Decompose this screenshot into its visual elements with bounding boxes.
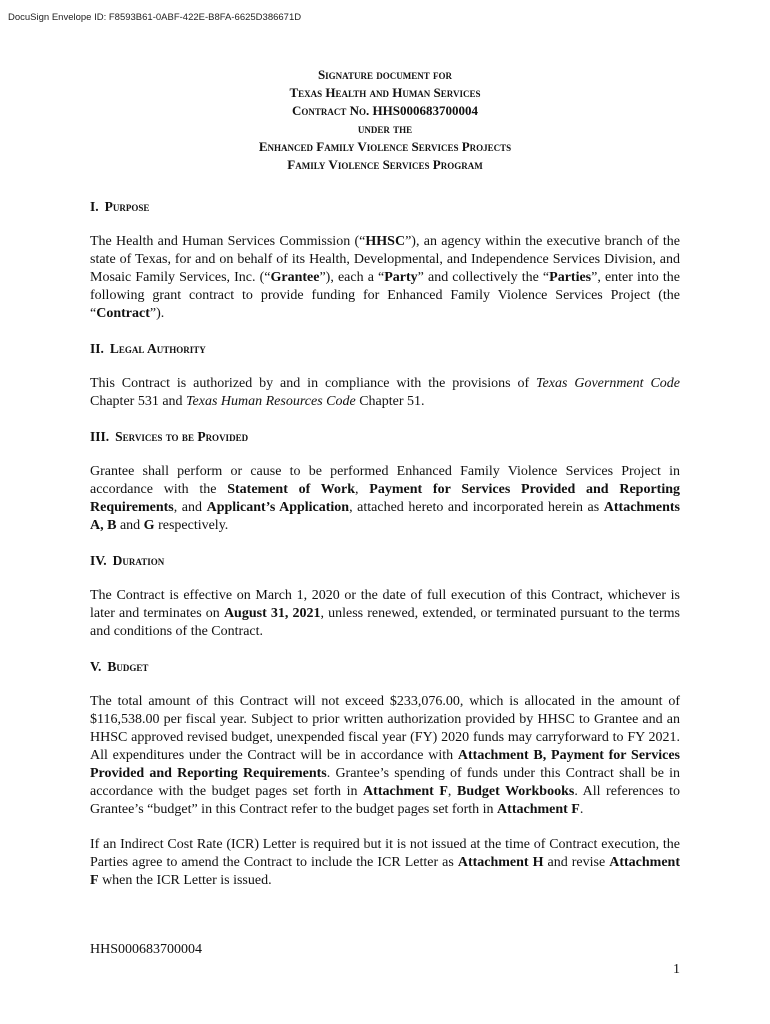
page-number: 1 [673, 962, 680, 977]
term-attachment-b: Attachment B, Payment for Services Provided and Reporting Requirements [90, 748, 681, 781]
section-heading-legal-authority [90, 340, 680, 358]
citation-government-code: Texas Government Code [536, 376, 680, 391]
text-run: , unless renewed, extended, or terminated pursuant to the terms and conditions of the Contract. [90, 606, 680, 639]
text-run: ”). [149, 306, 165, 321]
icr-paragraph [90, 836, 680, 890]
purpose-paragraph [90, 233, 680, 323]
text-run: . [579, 802, 584, 817]
title-line-3: Contract No. HHS000683700004 [292, 103, 478, 118]
text-run: ”), each a “ [319, 270, 385, 285]
title-line-5: Enhanced Family Violence Services Projects [258, 139, 512, 154]
text-run: , and [173, 500, 207, 515]
section-title: Purpose [104, 199, 150, 214]
text-run: respectively. [154, 518, 229, 533]
text-run: Chapter 51. [355, 394, 425, 409]
section-number: V. [90, 659, 102, 674]
section-heading-services [90, 428, 680, 446]
term-attachment-f: Attachment F [497, 802, 580, 817]
text-run: , [447, 784, 457, 799]
term-attachment-f: Attachment F [90, 855, 680, 888]
text-run: , attached hereto and incorporated herein as [349, 500, 604, 515]
section-title: Budget [107, 659, 149, 674]
term-attachment-f: Attachment F [363, 784, 448, 799]
title-line-4: under the [357, 121, 413, 136]
section-heading-duration [90, 552, 680, 570]
section-title: Services to be Provided [115, 429, 249, 444]
duration-paragraph [90, 587, 680, 641]
text-run: ” and collectively the “ [417, 270, 550, 285]
text-run: when the ICR Letter is issued. [98, 873, 272, 888]
term-grantee: Grantee [270, 270, 320, 285]
term-party: Party [384, 270, 418, 285]
document-title [90, 66, 680, 174]
text-run: The total amount of this Contract will not exceed $233,076.00, which is allocated in the amount of $116,538.00 per fiscal year. Subject to prior written authorization provided by HHSC to Grantee and an HHSC approved revised budget, unexpended fiscal year (FY) 2020 funds may carryforward to FY 2021. All expenditures under the Contract will be in accordance with [90, 694, 680, 763]
title-line-6: Family Violence Services Program [287, 157, 483, 172]
text-run: Grantee shall perform or cause to be performed Enhanced Family Violence Services Project in accordance with the [90, 464, 680, 497]
text-run: ”, enter into the following grant contract to provide funding for Enhanced Family Violence Services Project (the “ [90, 270, 681, 321]
text-run: The Health and Human Services Commission (“ [90, 234, 366, 249]
section-number: III. [90, 429, 110, 444]
services-paragraph [90, 463, 680, 535]
section-number: I. [90, 199, 99, 214]
text-run: The Contract is effective on March 1, 2020 or the date of full execution of this Contract, whichever is later and terminates on [90, 588, 680, 621]
section-number: IV. [90, 553, 107, 568]
term-contract: Contract [96, 306, 150, 321]
section-title: Legal Authority [109, 341, 206, 356]
text-run: , [355, 482, 370, 497]
legal-authority-paragraph [90, 375, 680, 411]
text-run: and revise [543, 855, 610, 870]
document-body [90, 198, 680, 907]
title-line-2: Texas Health and Human Services [289, 85, 481, 100]
term-attachment-g: G [143, 518, 155, 533]
section-heading-purpose [90, 198, 680, 216]
section-title: Duration [112, 553, 165, 568]
term-parties: Parties [549, 270, 592, 285]
text-run: . All references to Grantee’s “budget” in this Contract refer to the budget pages set forth in [90, 784, 681, 817]
text-run: This Contract is authorized by and in compliance with the provisions of [90, 376, 537, 391]
term-hhsc: HHSC [365, 234, 406, 249]
docusign-envelope-id: DocuSign Envelope ID: F8593B61-0ABF-422E-B8FA-6625D386671D [8, 12, 302, 23]
text-run: If an Indirect Cost Rate (ICR) Letter is required but it is not issued at the time of Contract execution, the Parties agree to amend the Contract to include the ICR Letter as [90, 837, 680, 870]
text-run: Chapter 531 and [90, 394, 187, 409]
term-application: Applicant’s Application [206, 500, 350, 515]
term-attachments-ab: Attachments A, B [90, 500, 680, 533]
citation-human-resources-code: Texas Human Resources Code [186, 394, 356, 409]
budget-paragraph [90, 693, 680, 819]
term-payment-reporting: Payment for Services Provided and Reporting Requirements [90, 482, 680, 515]
text-run: . Grantee’s spending of funds under this Contract shall be in accordance with the budget pages set forth in [90, 766, 681, 799]
term-attachment-h: Attachment H [457, 855, 544, 870]
term-statement-of-work: Statement of Work [227, 482, 356, 497]
section-number: II. [90, 341, 104, 356]
text-run: ”), an agency within the executive branch of the state of Texas, for and on behalf of its Health, Developmental, and Independence Services Division, and Mosaic Family Services, Inc. (“ [90, 234, 681, 285]
footer-contract-id: HHS000683700004 [90, 942, 203, 957]
termination-date: August 31, 2021 [223, 606, 321, 621]
section-heading-budget [90, 658, 680, 676]
text-run: and [116, 518, 144, 533]
title-line-1: Signature document for [317, 67, 453, 82]
term-budget-workbooks: Budget Workbooks [456, 784, 575, 799]
